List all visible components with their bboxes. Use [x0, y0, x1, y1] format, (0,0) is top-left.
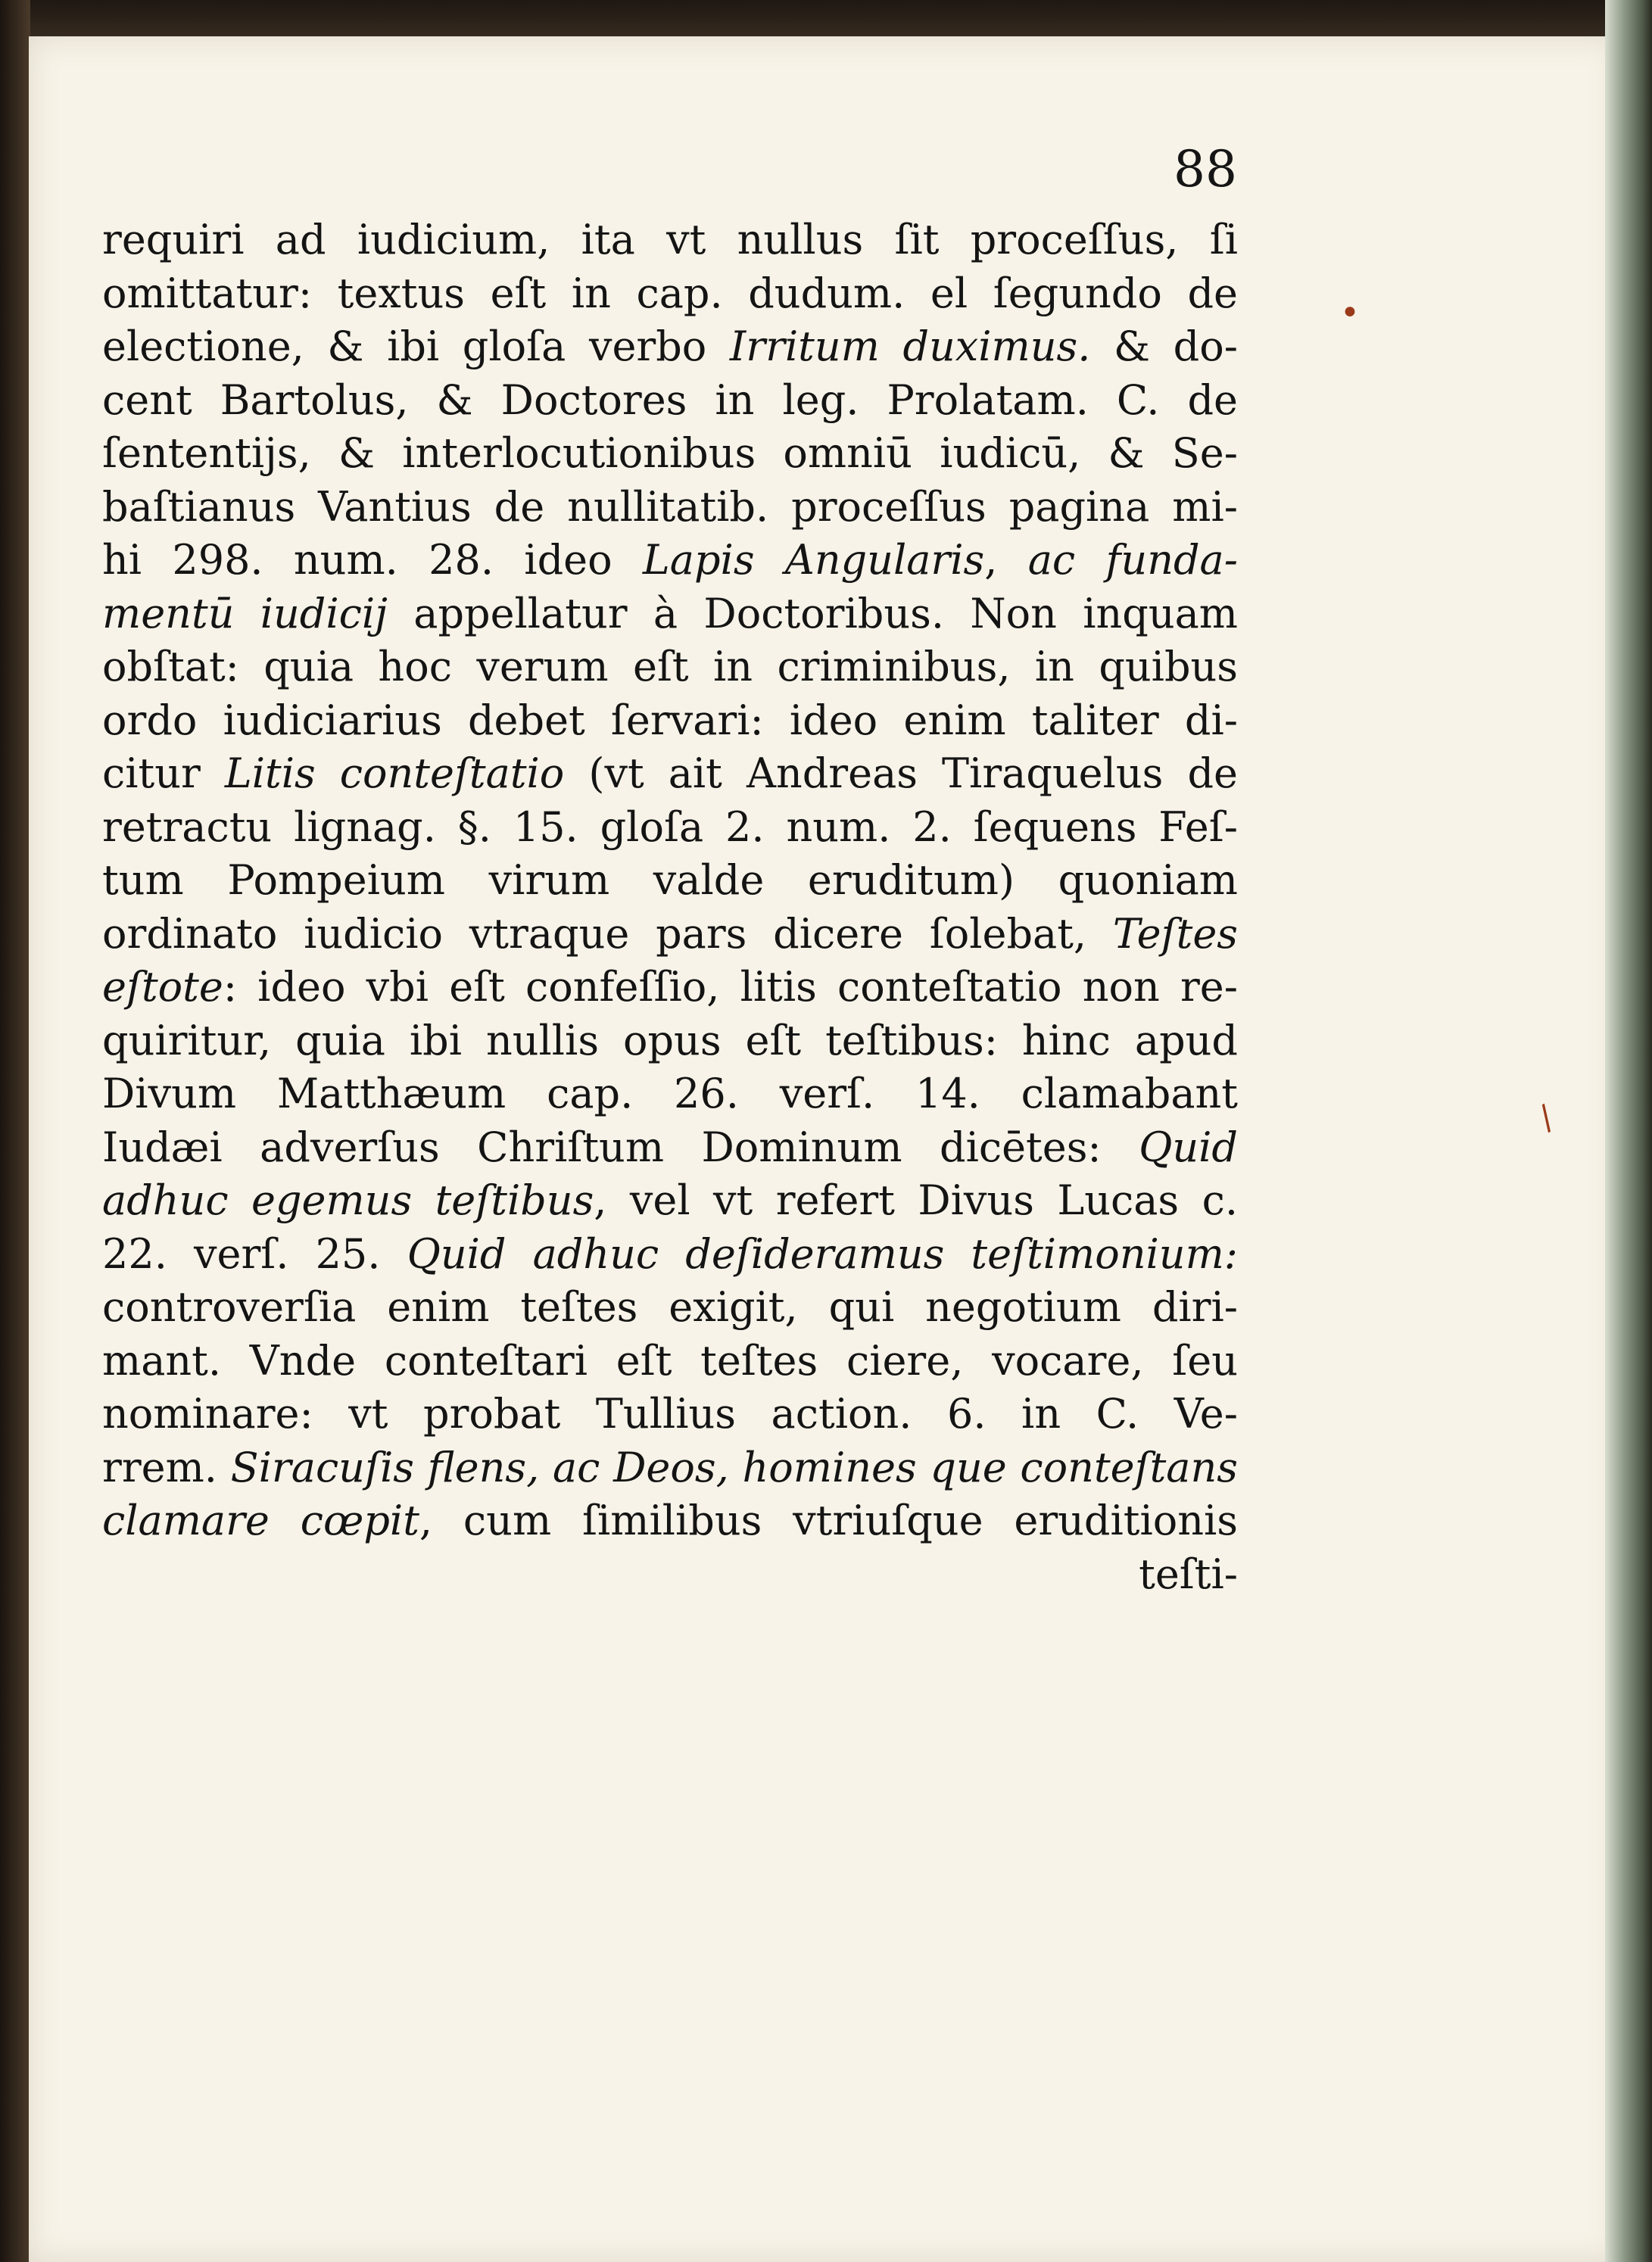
text-run: mant. Vnde conteſtari eſt teſtes ciere, vocare, ſeu [102, 1336, 1238, 1385]
text-run: Divum Matthæum cap. 26. verſ. 14. clamabant [102, 1070, 1238, 1117]
text-run: : ideo vbi eſt confeſſio, litis conteſtatio non re- [223, 963, 1238, 1011]
text-run: baſtianus Vantius de nullitatib. proceſſus pagina mi- [102, 482, 1238, 531]
italic-text: Quid [1139, 1123, 1238, 1171]
italic-text: Lapis Angularis [642, 536, 985, 584]
text-run: ordo iudiciarius debet ſervari: ideo enim taliter di- [102, 696, 1238, 744]
text-run: , vel vt refert Divus Lucas c. [594, 1176, 1238, 1224]
book-binding-left [0, 0, 30, 2262]
text-run: hi 298. num. 28. ideo [102, 536, 643, 584]
red-ink-mark: • [1340, 294, 1360, 332]
text-line [102, 587, 1238, 641]
text-line [102, 1441, 1238, 1495]
text-run: rrem. [102, 1443, 231, 1491]
text-run: teſti- [1139, 1550, 1238, 1598]
text-run: Iudæi adverſus Chriſtum Dominum dicētes: [102, 1123, 1139, 1171]
text-run: citur [102, 749, 225, 797]
text-run: ordinato iudicio vtraque pars dicere ſolebat, [102, 909, 1113, 958]
text-line [102, 1014, 1238, 1068]
text-line [102, 1494, 1238, 1548]
text-run: requiri ad iudicium, ita vt nullus ſit proceſſus, ſi [102, 216, 1238, 263]
text-run: ſententijs, & interlocutionibus omniū iudicū, & Se- [102, 429, 1238, 477]
italic-text: Siracuſis flens, ac Deos, homines que conteſtans [230, 1443, 1238, 1491]
text-run: , cum ſimilibus vtriuſque eruditionis [419, 1497, 1239, 1544]
text-run: omittatur: textus eſt in cap. dudum. el ſegundo de [102, 269, 1238, 317]
italic-text: Irritum duximus. [729, 322, 1091, 370]
page-number: 88 [1174, 140, 1237, 198]
text-run: obſtat: quia hoc verum eſt in criminibus, in quibus [102, 643, 1238, 690]
italic-text: adhuc egemus teſtibus [102, 1176, 594, 1224]
text-run: 22. verſ. 25. [102, 1229, 407, 1278]
text-line [102, 374, 1238, 428]
italic-text: clamare cœpit [102, 1497, 419, 1544]
italic-text: Teſtes [1112, 909, 1238, 958]
text-run: quiritur, quia ibi nullis opus eſt teſtibus: hinc apud [102, 1016, 1238, 1064]
text-line [102, 1388, 1238, 1441]
text-run: appellatur à Doctoribus. Non inquam [387, 589, 1238, 637]
text-line [102, 1281, 1238, 1335]
text-run: & do- [1090, 322, 1238, 370]
text-line [102, 961, 1238, 1014]
text-line [102, 213, 1238, 267]
text-line [102, 1121, 1238, 1175]
italic-text: Quid adhuc deſideramus teſtimonium: [407, 1229, 1238, 1278]
text-line [102, 534, 1238, 587]
text-line [102, 320, 1238, 374]
italic-text: Litis conteſtatio [224, 749, 565, 797]
ink-stroke-mark: / [1531, 1098, 1561, 1138]
text-line [102, 747, 1238, 801]
text-line [102, 694, 1238, 748]
text-run: electione, & ibi gloſa verbo [102, 322, 730, 370]
body-text [102, 213, 1238, 1601]
text-run: , [984, 536, 1028, 584]
text-run: tum Pompeium virum valde eruditum) quoniam [102, 856, 1238, 904]
text-line [102, 1228, 1238, 1282]
text-line [102, 1335, 1238, 1388]
italic-text: mentū iudicij [102, 589, 388, 637]
text-line [102, 1548, 1238, 1602]
text-run: (vt ait Andreas Tiraquelus de [564, 749, 1238, 797]
italic-text: ac funda- [1027, 536, 1238, 584]
text-line [102, 801, 1238, 855]
text-line [102, 908, 1238, 961]
text-line [102, 640, 1238, 694]
text-run: nominare: vt probat Tullius action. 6. in C. Ve- [102, 1390, 1238, 1438]
text-line [102, 854, 1238, 908]
italic-text: eſtote [102, 963, 223, 1011]
text-line [102, 1067, 1238, 1121]
text-run: controverſia enim teſtes exigit, qui negotium diri- [102, 1283, 1238, 1331]
text-line [102, 1174, 1238, 1228]
text-line [102, 427, 1238, 481]
text-run: cent Bartolus, & Doctores in leg. Prolatam. C. de [102, 375, 1238, 424]
text-line [102, 481, 1238, 534]
text-run: retractu lignag. §. 15. gloſa 2. num. 2. ſequens Feſ- [102, 802, 1238, 851]
text-line [102, 267, 1238, 321]
book-edge-right [1605, 0, 1652, 2262]
